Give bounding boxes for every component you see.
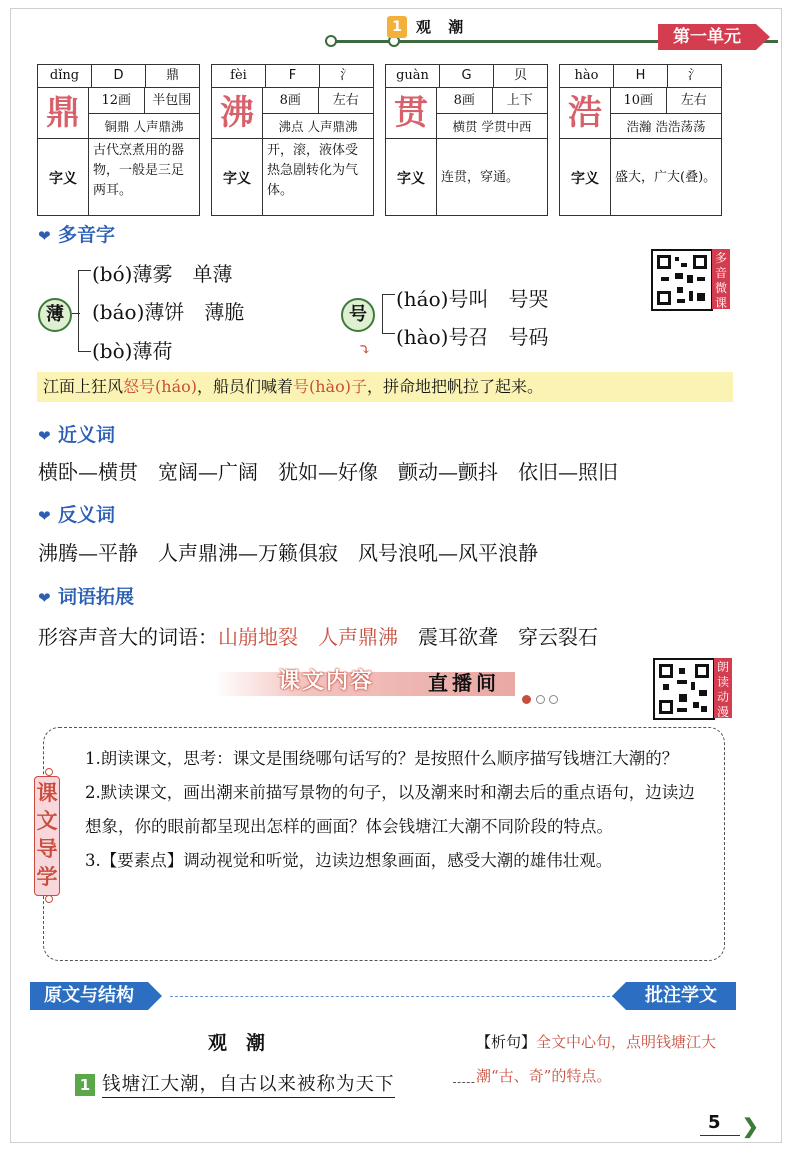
char-card bbox=[385, 64, 548, 216]
card-letter: F bbox=[266, 65, 320, 87]
card-words: 铜鼎 人声鼎沸 bbox=[104, 119, 184, 134]
polyphone-reading: (háo)号叫 号哭 bbox=[396, 287, 549, 311]
banner-left-title: 课文内容 bbox=[278, 669, 375, 694]
tab-original-text[interactable]: 原文与结构 bbox=[30, 982, 148, 1010]
card-strokes: 8画 bbox=[437, 88, 493, 113]
card-radical: 贝 bbox=[513, 68, 527, 83]
char-card bbox=[37, 64, 200, 216]
tab-arrow bbox=[148, 982, 162, 1010]
qr-label: 朗读动漫 bbox=[714, 658, 732, 718]
page-number-rule bbox=[700, 1135, 740, 1136]
char-card bbox=[559, 64, 722, 216]
bracket-stem bbox=[72, 313, 80, 314]
card-meaning: 开，滚，液体受热急剧转化为气体。 bbox=[267, 143, 359, 198]
guide-tag: 课文导学 bbox=[34, 776, 60, 896]
guide-dot bbox=[45, 895, 53, 903]
annotation-note: 【析句】全文中心句，点明钱塘江大潮“古、奇”的特点。 bbox=[476, 1025, 736, 1095]
card-meaning-label: 字义 bbox=[38, 139, 89, 216]
paragraph-text: 钱塘江大潮，自古以来被称为天下 bbox=[102, 1070, 395, 1098]
card-char: 浩 bbox=[560, 88, 611, 138]
lesson-title: 观 潮 bbox=[416, 18, 470, 36]
section-expansion: ❤ 词语拓展 bbox=[38, 586, 135, 608]
bracket bbox=[382, 294, 395, 334]
card-radical: 氵 bbox=[339, 68, 353, 83]
card-structure: 左右 bbox=[332, 93, 359, 108]
banner-dot bbox=[549, 695, 558, 704]
heart-book-icon: ❤ bbox=[38, 507, 51, 525]
polyphone-reading: (hào)号召 号码 bbox=[396, 325, 549, 349]
card-words: 横贯 学贯中西 bbox=[452, 119, 532, 134]
divider-line bbox=[170, 996, 620, 997]
chevron-right-icon: ❯ bbox=[742, 1114, 759, 1138]
lesson-number: 1 bbox=[387, 16, 407, 38]
section-synonyms: ❤ 近义词 bbox=[38, 424, 116, 446]
card-structure: 半包围 bbox=[152, 93, 192, 108]
page-number: 5 bbox=[708, 1112, 721, 1133]
banner-right-title: 直播间 bbox=[428, 671, 500, 695]
char-card bbox=[211, 64, 374, 216]
synonyms-text: 横卧—横贯 宽阔—广阔 犹如—好像 颤动—颤抖 依旧—照旧 bbox=[38, 460, 618, 484]
card-meaning-label: 字义 bbox=[386, 139, 437, 216]
antonyms-text: 沸腾—平静 人声鼎沸—万籁俱寂 风号浪吼—风平浪静 bbox=[38, 541, 538, 565]
card-words: 浩瀚 浩浩荡荡 bbox=[626, 119, 706, 134]
card-strokes: 8画 bbox=[263, 88, 319, 113]
polyphone-char: 薄 bbox=[38, 298, 72, 332]
heart-book-icon: ❤ bbox=[38, 589, 51, 607]
heart-book-icon: ❤ bbox=[38, 427, 51, 445]
guide-dot bbox=[45, 768, 53, 776]
polyphone-reading: (bó)薄雾 单薄 bbox=[92, 262, 233, 286]
heart-book-icon: ❤ bbox=[38, 227, 51, 245]
card-char: 贯 bbox=[386, 88, 437, 138]
card-pinyin: guàn bbox=[386, 65, 440, 87]
expansion-text: 形容声音大的词语：山崩地裂 人声鼎沸 震耳欲聋 穿云裂石 bbox=[38, 625, 598, 649]
guide-item: 3.【要素点】调动视觉和听觉，边读边想象画面，感受大潮的雄伟壮观。 bbox=[85, 851, 613, 870]
paragraph-number: 1 bbox=[75, 1074, 95, 1096]
guide-item: 1.朗读课文，思考：课文是围绕哪句话写的？是按照什么顺序描写钱塘江大潮的？ bbox=[85, 749, 679, 768]
card-letter: D bbox=[92, 65, 146, 87]
polyphone-char: 号 bbox=[341, 298, 375, 332]
card-meaning-label: 字义 bbox=[212, 139, 263, 216]
card-radical: 鼎 bbox=[165, 68, 179, 83]
unit-tab: 第一单元 bbox=[658, 24, 756, 50]
card-letter: H bbox=[614, 65, 668, 87]
card-radical: 氵 bbox=[687, 68, 701, 83]
card-pinyin: hào bbox=[560, 65, 614, 87]
card-char: 鼎 bbox=[38, 88, 89, 138]
polyphone-reading: (báo)薄饼 薄脆 bbox=[92, 300, 245, 324]
card-meaning: 古代烹煮用的器物，一般是三足两耳。 bbox=[93, 143, 185, 198]
section-polyphone: ❤ 多音字 bbox=[38, 224, 116, 246]
qr-code-icon[interactable] bbox=[651, 249, 713, 311]
card-char: 沸 bbox=[212, 88, 263, 138]
tab-arrow bbox=[612, 982, 626, 1010]
banner-dot bbox=[536, 695, 545, 704]
arrow-down-icon: ⤵ bbox=[358, 340, 372, 359]
example-sentence: 江面上狂风怒号(háo)，船员们喊着号(hào)子，拼命地把帆拉了起来。 bbox=[37, 372, 733, 402]
card-structure: 左右 bbox=[680, 93, 707, 108]
header-dot bbox=[325, 35, 337, 47]
polyphone-reading: (bò)薄荷 bbox=[92, 339, 173, 363]
guide-list bbox=[85, 742, 710, 878]
card-strokes: 10画 bbox=[611, 88, 667, 113]
qr-code-icon[interactable] bbox=[653, 658, 715, 720]
qr-label: 多音微课 bbox=[712, 249, 730, 309]
section-antonyms: ❤ 反义词 bbox=[38, 504, 116, 526]
card-words: 沸点 人声鼎沸 bbox=[278, 119, 358, 134]
card-strokes: 12画 bbox=[89, 88, 145, 113]
card-structure: 上下 bbox=[506, 93, 533, 108]
card-meaning: 盛大，广大(叠)。 bbox=[615, 169, 717, 185]
card-pinyin: fèi bbox=[212, 65, 266, 87]
bracket bbox=[78, 270, 91, 352]
guide-item: 2.默读课文，画出潮来前描写景物的句子，以及潮来时和潮去后的重点语句，边读边想象，你的眼前都呈现出怎样的画面？体会钱塘江大潮不同阶段的特点。 bbox=[85, 783, 695, 836]
card-meaning: 连贯，穿通。 bbox=[441, 169, 520, 185]
card-letter: G bbox=[440, 65, 494, 87]
card-pinyin: dǐng bbox=[38, 65, 92, 87]
card-meaning-label: 字义 bbox=[560, 139, 611, 216]
text-title: 观 潮 bbox=[208, 1032, 266, 1054]
tab-annotation[interactable]: 批注学文 bbox=[626, 982, 736, 1010]
banner-dot bbox=[522, 695, 531, 704]
